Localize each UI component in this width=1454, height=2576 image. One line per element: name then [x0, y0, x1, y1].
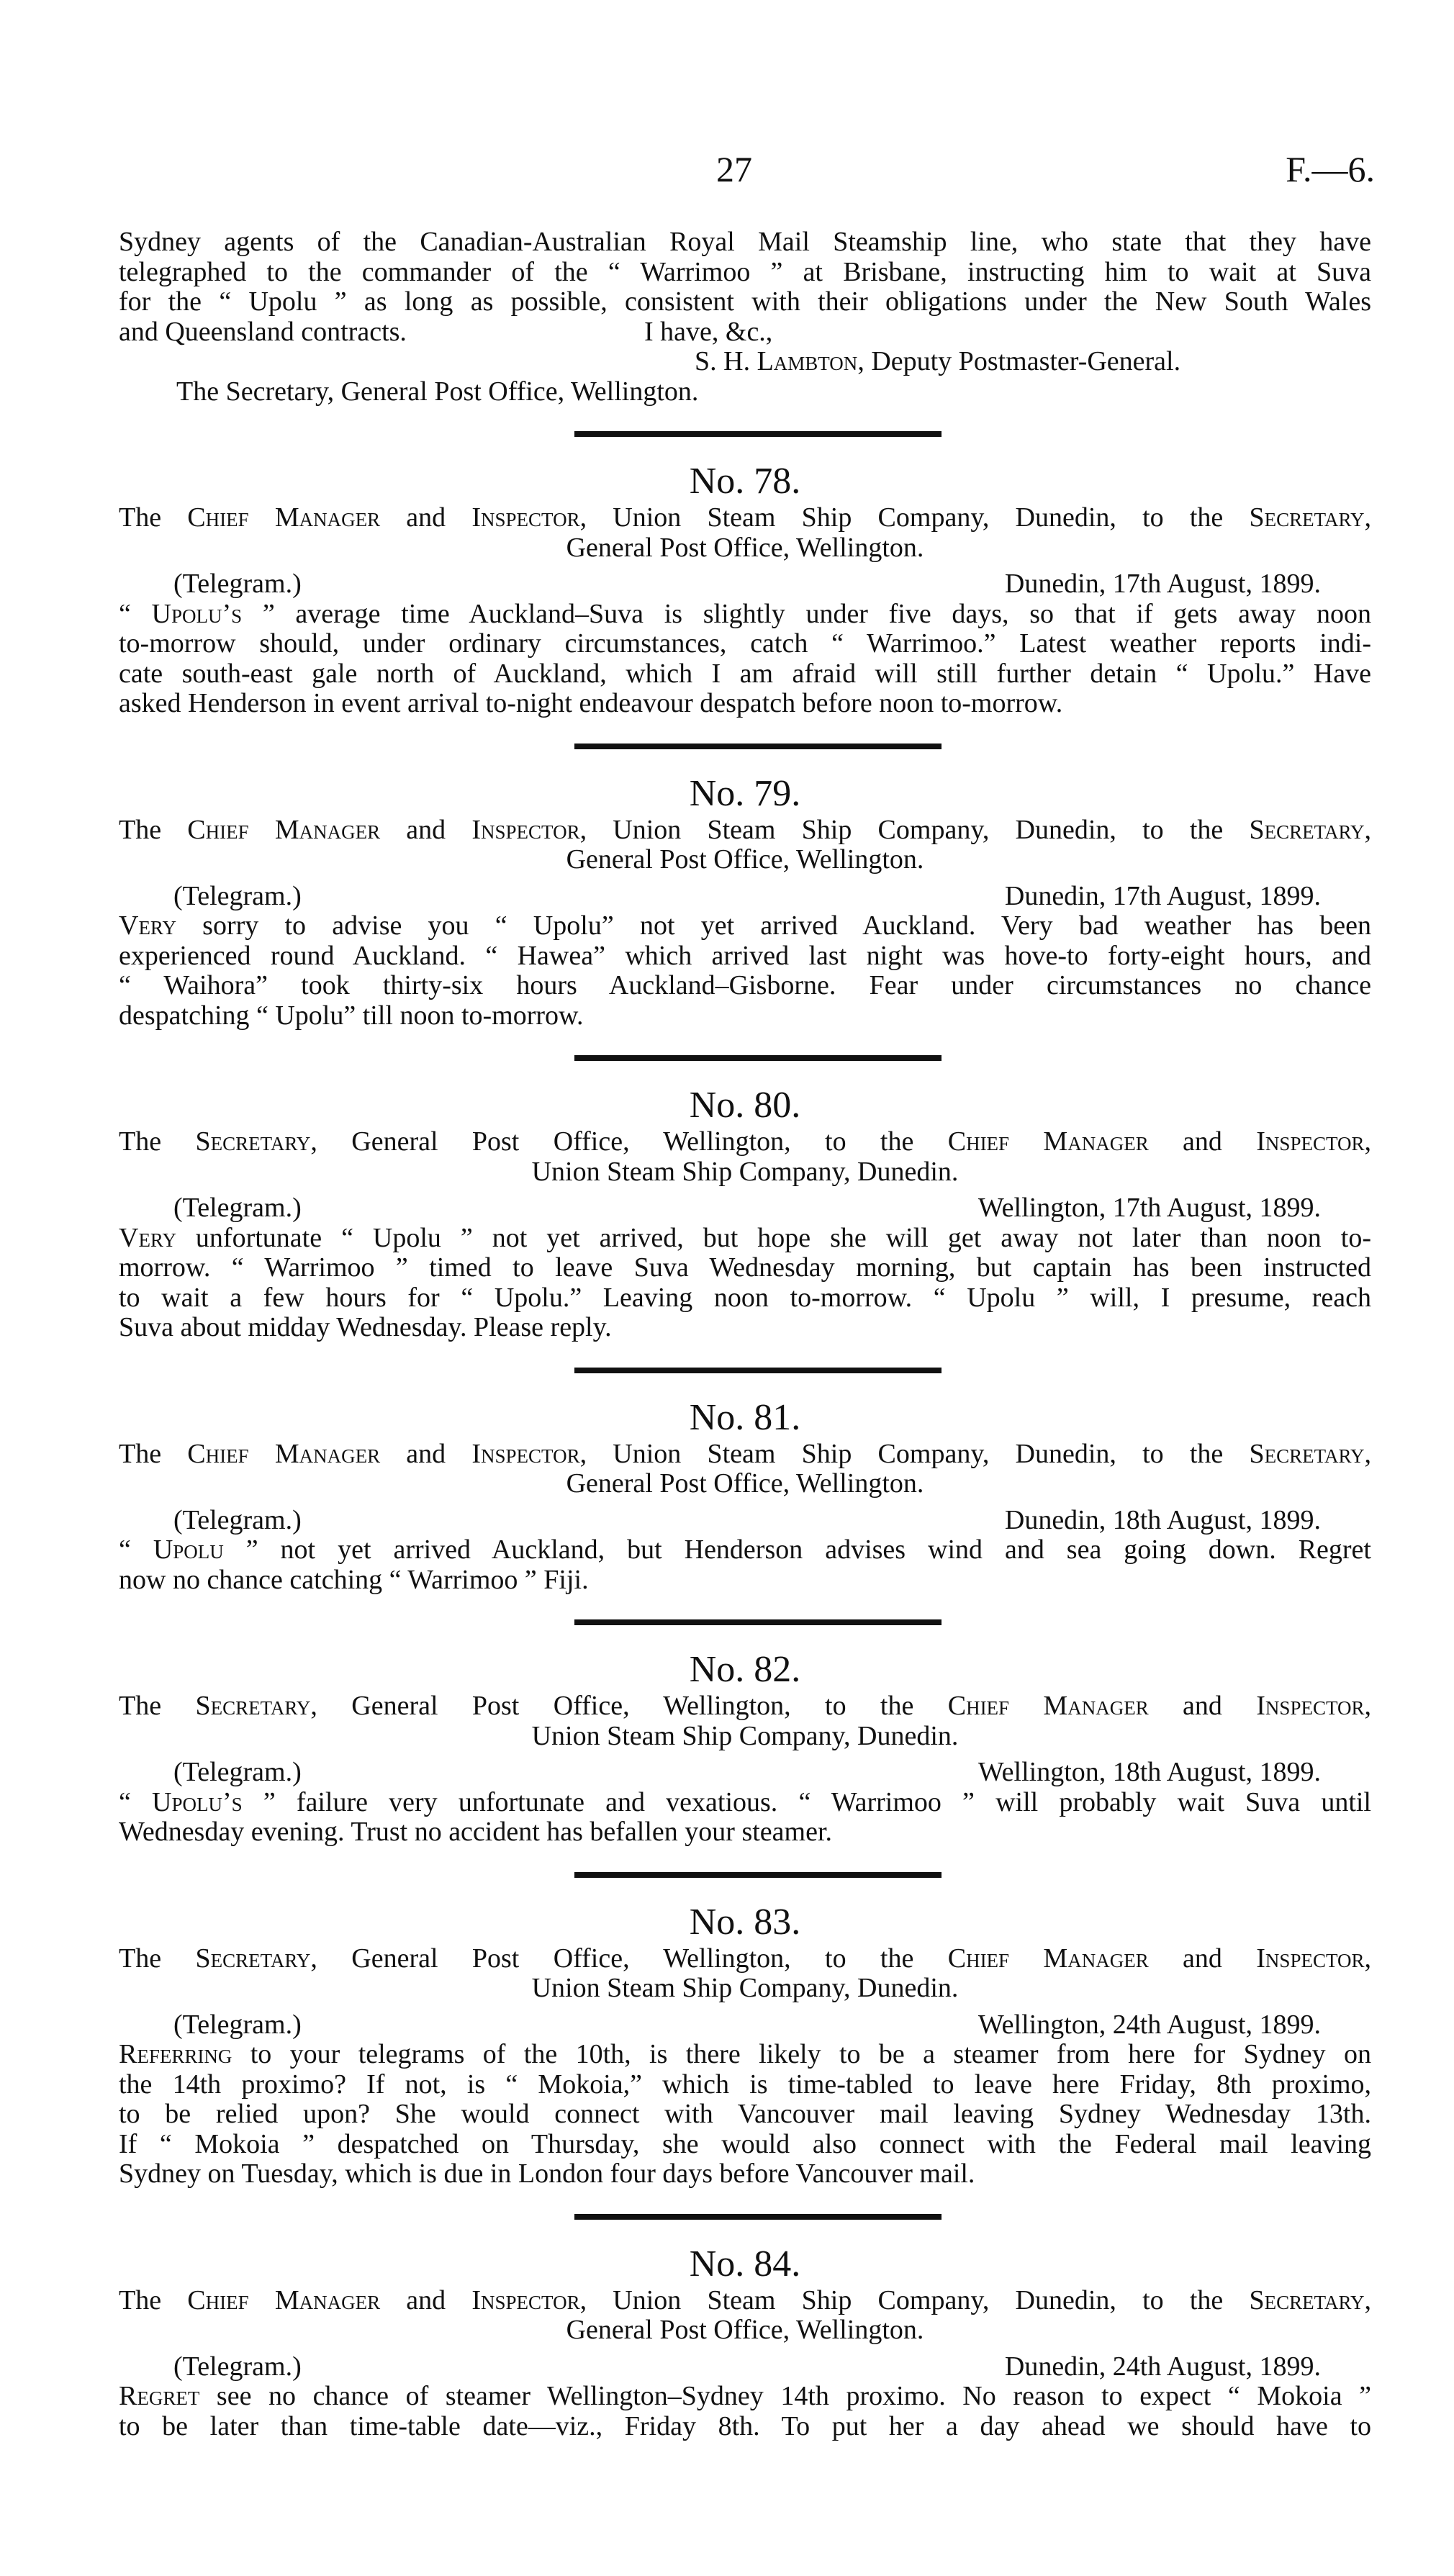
text-segment: despatching “ Upolu” till noon to-morrow.	[119, 1000, 584, 1031]
address-line	[119, 1157, 1371, 1188]
text-line: Sydney agents of the Canadian-Australian Royal Mail Steamship line, who state that they have	[119, 227, 1371, 257]
text-segment: , Union Steam Ship Company, Dunedin, to the	[579, 814, 1250, 845]
small-caps-segment: Very	[119, 910, 176, 941]
text-segment: Sydney on Tuesday, which is due in London four days before Vancouver mail.	[119, 2159, 975, 2189]
text-segment: to be later than time-table date—viz., Friday 8th. To put her a day ahead we should have to	[119, 2410, 1371, 2441]
addressee: The Secretary, General Post Office, Wellington.	[176, 376, 699, 407]
text-segment: and	[380, 814, 472, 845]
text-segment: the 14th proximo? If not, is “ Mokoia,” which is time-tabled to leave here Friday, 8th proximo,	[119, 2069, 1371, 2100]
body-line	[119, 971, 1371, 1001]
text-line-end: and Queensland contracts.	[119, 316, 407, 347]
text-segment: , Union Steam Ship Company, Dunedin, to the	[579, 1438, 1250, 1469]
text-segment: ,	[1364, 2284, 1371, 2315]
text-segment: Union Steam Ship Company, Dunedin.	[531, 1720, 959, 1751]
address-line	[119, 815, 1371, 846]
signature-initials: S. H.	[695, 346, 757, 376]
telegram-header	[119, 1193, 1371, 1224]
address-line	[119, 503, 1371, 533]
address-line	[119, 1127, 1371, 1157]
small-caps-segment: Regret	[119, 2381, 200, 2411]
text-line	[119, 317, 1371, 348]
body-line	[119, 1565, 1371, 1596]
text-segment: The	[119, 1691, 196, 1721]
small-caps-segment: Inspector	[1256, 1691, 1365, 1721]
body-line	[119, 941, 1371, 972]
body-line	[119, 629, 1371, 659]
text-segment: ,	[1364, 1126, 1371, 1157]
section-number: No. 84.	[689, 2243, 801, 2284]
body-line	[119, 689, 1371, 719]
text-segment: General Post Office, Wellington.	[566, 1468, 924, 1499]
section-divider	[574, 431, 942, 437]
letter-section	[119, 1901, 1371, 2189]
letter-section	[119, 1648, 1371, 1848]
small-caps-segment: Chief Manager	[187, 814, 381, 845]
small-caps-segment: Upolu	[153, 1535, 224, 1565]
text-segment: Union Steam Ship Company, Dunedin.	[531, 1156, 959, 1187]
text-segment: ” average time Auckland–Suva is slightly under five days, so that if gets away noon	[242, 598, 1371, 629]
text-segment: and	[380, 1438, 472, 1469]
body-line	[119, 2070, 1371, 2100]
text-segment: ,	[1364, 502, 1371, 533]
text-segment: and	[1148, 1943, 1257, 1974]
text-segment: The	[119, 814, 188, 845]
text-segment: Wednesday evening. Trust no accident has befallen your steamer.	[119, 1817, 833, 1847]
telegram-header	[119, 1758, 1371, 1788]
text-segment: Union Steam Ship Company, Dunedin.	[531, 1973, 959, 2003]
section-divider	[574, 1619, 942, 1625]
body-line	[119, 1313, 1371, 1343]
text-segment: “	[119, 1786, 153, 1817]
section-number: No. 78.	[689, 461, 801, 502]
text-segment: ,	[1364, 1943, 1371, 1974]
address-line	[119, 1691, 1371, 1722]
text-segment: , General Post Office, Wellington, to the	[310, 1943, 948, 1974]
address-line	[119, 533, 1371, 564]
text-segment: and	[380, 2284, 472, 2315]
small-caps-segment: Secretary	[195, 1691, 311, 1721]
page-number: 27	[716, 149, 752, 189]
small-caps-segment: Chief Manager	[187, 1438, 381, 1469]
telegram-date: Wellington, 24th August, 1899.	[977, 2009, 1321, 2040]
telegram-date: Dunedin, 17th August, 1899.	[1004, 569, 1321, 599]
telegram-date: Dunedin, 18th August, 1899.	[1004, 1504, 1321, 1535]
section-number: No. 83.	[689, 1901, 801, 1943]
small-caps-segment: Secretary	[195, 1126, 311, 1157]
telegram-label: (Telegram.)	[173, 1504, 302, 1535]
text-segment: asked Henderson in event arrival to-night endeavour despatch before noon to-morrow.	[119, 688, 1063, 718]
text-segment: General Post Office, Wellington.	[566, 532, 924, 563]
body-line	[119, 2130, 1371, 2160]
section-divider	[574, 1055, 942, 1061]
text-segment: “	[119, 598, 152, 629]
body-line	[119, 2382, 1371, 2412]
address-line	[119, 1469, 1371, 1499]
section-number: No. 79.	[689, 772, 801, 814]
text-segment: sorry to advise you “ Upolu” not yet arrived Auckland. Very bad weather has been	[176, 910, 1371, 941]
signature-title: , Deputy Postmaster-General.	[857, 346, 1181, 376]
text-line: for the “ Upolu ” as long as possible, consistent with their obligations under the New South Wales	[119, 286, 1371, 317]
small-caps-segment: Inspector	[471, 814, 580, 845]
small-caps-segment: Inspector	[1256, 1126, 1365, 1157]
telegram-header	[119, 2352, 1371, 2382]
letter-section	[119, 1396, 1371, 1596]
small-caps-segment: Very	[119, 1222, 176, 1253]
telegram-date: Wellington, 17th August, 1899.	[977, 1193, 1321, 1223]
text-segment: see no chance of steamer Wellington–Sydney 14th proximo. No reason to expect “ Mokoia ”	[199, 2381, 1371, 2411]
text-segment: The	[119, 1438, 188, 1469]
text-segment: to-morrow should, under ordinary circumstances, catch “ Warrimoo.” Latest weather reports indi-	[119, 628, 1371, 659]
address-line	[119, 2315, 1371, 2346]
text-segment: morrow. “ Warrimoo ” timed to leave Suva Wednesday morning, but captain has been instructed	[119, 1252, 1371, 1283]
body-line	[119, 1001, 1371, 1031]
text-segment: “ Waihora” took thirty-six hours Auckland–Gisborne. Fear under circumstances no chance	[119, 970, 1371, 1000]
telegram-date: Wellington, 18th August, 1899.	[977, 1757, 1321, 1787]
text-segment: and	[1148, 1126, 1257, 1157]
text-segment: and	[1148, 1691, 1257, 1721]
text-segment: ” failure very unfortunate and vexatious. “ Warrimoo ” will probably wait Suva until	[242, 1786, 1371, 1817]
small-caps-segment: Secretary	[195, 1943, 311, 1974]
text-segment: ” not yet arrived Auckland, but Henderson advises wind and sea going down. Regret	[223, 1535, 1371, 1565]
body-line	[119, 1535, 1371, 1565]
body-line	[119, 1253, 1371, 1283]
letter-section	[119, 1084, 1371, 1343]
body-line	[119, 1817, 1371, 1848]
text-segment: If “ Mokoia ” despatched on Thursday, she would also connect with the Federal mail leaving	[119, 2128, 1371, 2159]
body-line	[119, 911, 1371, 941]
text-segment: General Post Office, Wellington.	[566, 2315, 924, 2345]
address-line	[119, 1944, 1371, 1974]
text-segment: ,	[1364, 814, 1371, 845]
small-caps-segment: Chief Manager	[947, 1691, 1149, 1721]
body-line	[119, 1224, 1371, 1254]
body-line	[119, 2040, 1371, 2070]
document-body	[119, 227, 1371, 2441]
address-line	[119, 845, 1371, 875]
text-segment: The	[119, 502, 188, 533]
section-divider	[574, 744, 942, 749]
telegram-header	[119, 1506, 1371, 1536]
text-segment: The	[119, 1126, 196, 1157]
body-line	[119, 659, 1371, 690]
signature-name: Lambton	[757, 346, 858, 376]
text-segment: , Union Steam Ship Company, Dunedin, to the	[579, 502, 1250, 533]
text-segment: The	[119, 1943, 196, 1974]
text-segment: to wait a few hours for “ Upolu.” Leaving noon to-morrow. “ Upolu ” will, I presume, reach	[119, 1282, 1371, 1313]
text-segment: to your telegrams of the 10th, is there likely to be a steamer from here for Sydney on	[232, 2039, 1371, 2069]
small-caps-segment: Upolu’s	[152, 1786, 243, 1817]
section-divider	[574, 1872, 942, 1878]
document-reference: F.—6.	[1286, 149, 1375, 189]
text-segment: cate south-east gale north of Auckland, which I am afraid will still further detain “ Upolu.” Have	[119, 658, 1371, 689]
letter-section	[119, 2243, 1371, 2442]
telegram-header	[119, 882, 1371, 912]
address-line	[119, 2286, 1371, 2316]
small-caps-segment: Secretary	[1249, 1438, 1365, 1469]
text-line: telegraphed to the commander of the “ Warrimoo ” at Brisbane, instructing him to wait at Suva	[119, 256, 1371, 287]
intro-paragraph	[119, 227, 1371, 407]
text-segment: ,	[1364, 1438, 1371, 1469]
text-segment: General Post Office, Wellington.	[566, 844, 924, 875]
body-line	[119, 2412, 1371, 2442]
small-caps-segment: Inspector	[471, 1438, 580, 1469]
body-line	[119, 2100, 1371, 2130]
small-caps-segment: Referring	[119, 2039, 232, 2069]
text-segment: to be relied upon? She would connect with Vancouver mail leaving Sydney Wednesday 13th.	[119, 2099, 1371, 2129]
telegram-label: (Telegram.)	[173, 1757, 302, 1787]
telegram-label: (Telegram.)	[173, 569, 302, 599]
telegram-label: (Telegram.)	[173, 2351, 302, 2382]
text-segment: “	[119, 1535, 153, 1565]
small-caps-segment: Chief Manager	[187, 502, 381, 533]
body-line	[119, 600, 1371, 630]
small-caps-segment: Inspector	[1256, 1943, 1365, 1974]
address-line	[119, 1974, 1371, 2004]
telegram-label: (Telegram.)	[173, 2009, 302, 2040]
body-line	[119, 1788, 1371, 1818]
text-segment: now no chance catching “ Warrimoo ” Fiji.	[119, 1564, 589, 1595]
telegram-label: (Telegram.)	[173, 880, 302, 911]
small-caps-segment: Upolu’s	[151, 598, 243, 629]
section-divider	[574, 2214, 942, 2220]
closing: I have, &c.,	[644, 316, 773, 347]
telegram-label: (Telegram.)	[173, 1193, 302, 1223]
small-caps-segment: Chief Manager	[187, 2284, 381, 2315]
section-number: No. 81.	[689, 1396, 801, 1438]
letter-section	[119, 460, 1371, 719]
body-line	[119, 2159, 1371, 2189]
text-segment: unfortunate “ Upolu ” not yet arrived, but hope she will get away not later than noon to-	[176, 1222, 1371, 1253]
body-line	[119, 1283, 1371, 1314]
text-segment: experienced round Auckland. “ Hawea” which arrived last night was hove-to forty-eight hours, and	[119, 940, 1371, 971]
small-caps-segment: Chief Manager	[947, 1943, 1149, 1974]
small-caps-segment: Inspector	[471, 2284, 580, 2315]
telegram-date: Dunedin, 17th August, 1899.	[1004, 880, 1321, 911]
text-segment: , Union Steam Ship Company, Dunedin, to the	[579, 2284, 1250, 2315]
letter-section	[119, 772, 1371, 1031]
text-segment: , General Post Office, Wellington, to the	[310, 1691, 948, 1721]
text-segment: ,	[1364, 1691, 1371, 1721]
section-divider	[574, 1368, 942, 1373]
section-number: No. 82.	[689, 1649, 801, 1690]
text-segment: The	[119, 2284, 188, 2315]
address-line	[119, 1722, 1371, 1752]
small-caps-segment: Chief Manager	[947, 1126, 1149, 1157]
telegram-header	[119, 569, 1371, 600]
small-caps-segment: Secretary	[1249, 2284, 1365, 2315]
text-segment: , General Post Office, Wellington, to the	[310, 1126, 948, 1157]
small-caps-segment: Inspector	[471, 502, 580, 533]
small-caps-segment: Secretary	[1249, 814, 1365, 845]
telegram-header	[119, 2010, 1371, 2041]
small-caps-segment: Secretary	[1249, 502, 1365, 533]
text-segment: and	[380, 502, 472, 533]
section-number: No. 80.	[689, 1085, 801, 1126]
address-line	[119, 1440, 1371, 1470]
telegram-date: Dunedin, 24th August, 1899.	[1004, 2351, 1321, 2382]
text-segment: Suva about midday Wednesday. Please reply.	[119, 1312, 612, 1342]
signature	[119, 347, 1371, 377]
